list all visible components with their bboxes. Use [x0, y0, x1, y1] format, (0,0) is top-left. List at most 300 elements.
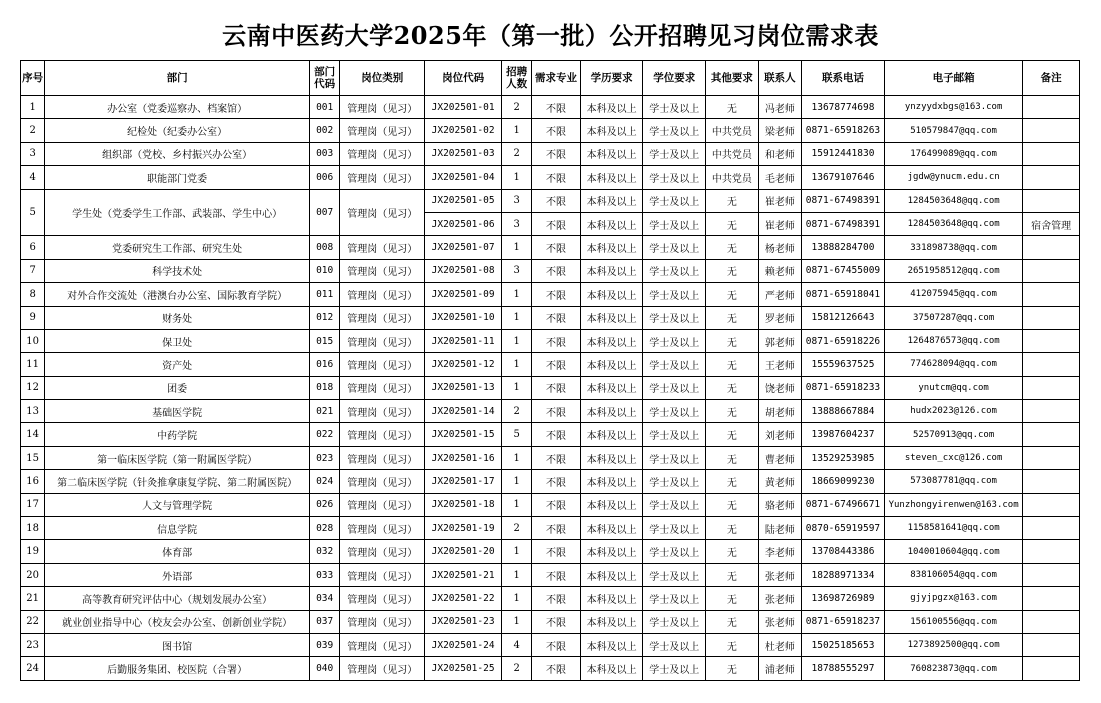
note-cell: [1023, 142, 1080, 165]
seq-cell: 17: [21, 493, 45, 516]
phone-cell: 0871-67498391: [802, 212, 885, 235]
edu-cell: 本科及以上: [580, 470, 643, 493]
note-cell: [1023, 376, 1080, 399]
dept-cell: 办公室（党委巡察办、档案馆）: [45, 96, 310, 119]
edu-cell: 本科及以上: [580, 283, 643, 306]
phone-cell: 13678774698: [802, 96, 885, 119]
seq-cell: 23: [21, 633, 45, 656]
contact-cell: 王老师: [758, 353, 801, 376]
note-cell: [1023, 657, 1080, 680]
edu-cell: 本科及以上: [580, 400, 643, 423]
dept-code-cell: 011: [310, 283, 340, 306]
post-code-cell: JX202501-15: [425, 423, 502, 446]
header-note: 备注: [1023, 61, 1080, 96]
phone-cell: 13708443386: [802, 540, 885, 563]
dept-code-cell: 012: [310, 306, 340, 329]
header-post-code: 岗位代码: [425, 61, 502, 96]
other-cell: 无: [706, 283, 759, 306]
count-cell: 2: [501, 517, 531, 540]
major-cell: 不限: [532, 329, 581, 352]
email-cell: 412075945@qq.com: [884, 283, 1022, 306]
table-row: [21, 329, 1080, 352]
seq-cell: 5: [21, 189, 45, 236]
other-cell: 中共党员: [706, 119, 759, 142]
other-cell: 无: [706, 657, 759, 680]
other-cell: 无: [706, 470, 759, 493]
degree-cell: 学士及以上: [643, 540, 706, 563]
other-cell: 无: [706, 446, 759, 469]
dept-code-cell: 010: [310, 259, 340, 282]
note-cell: [1023, 166, 1080, 189]
email-cell: 1158581641@qq.com: [884, 517, 1022, 540]
dept-cell: 信息学院: [45, 517, 310, 540]
post-type-cell: 管理岗（见习）: [340, 119, 425, 142]
dept-code-cell: 037: [310, 610, 340, 633]
email-cell: 1284503648@qq.com: [884, 189, 1022, 212]
email-cell: 176499089@qq.com: [884, 142, 1022, 165]
email-cell: steven_cxc@126.com: [884, 446, 1022, 469]
dept-code-cell: 015: [310, 329, 340, 352]
seq-cell: 10: [21, 329, 45, 352]
seq-cell: 16: [21, 470, 45, 493]
degree-cell: 学士及以上: [643, 259, 706, 282]
seq-cell: 19: [21, 540, 45, 563]
seq-cell: 4: [21, 166, 45, 189]
count-cell: 3: [501, 189, 531, 212]
post-code-cell: JX202501-05: [425, 189, 502, 212]
post-code-cell: JX202501-09: [425, 283, 502, 306]
major-cell: 不限: [532, 376, 581, 399]
note-cell: [1023, 96, 1080, 119]
count-cell: 1: [501, 119, 531, 142]
count-cell: 1: [501, 446, 531, 469]
note-cell: [1023, 306, 1080, 329]
degree-cell: 学士及以上: [643, 376, 706, 399]
email-cell: Yunzhongyirenwen@163.com: [884, 493, 1022, 516]
other-cell: 中共党员: [706, 166, 759, 189]
phone-cell: 18788555297: [802, 657, 885, 680]
note-cell: [1023, 493, 1080, 516]
degree-cell: 学士及以上: [643, 657, 706, 680]
dept-code-cell: 018: [310, 376, 340, 399]
count-cell: 1: [501, 540, 531, 563]
edu-cell: 本科及以上: [580, 587, 643, 610]
post-type-cell: 管理岗（见习）: [340, 493, 425, 516]
post-type-cell: 管理岗（见习）: [340, 517, 425, 540]
post-code-cell: JX202501-04: [425, 166, 502, 189]
dept-code-cell: 003: [310, 142, 340, 165]
phone-cell: 0871-65918237: [802, 610, 885, 633]
email-cell: hudx2023@126.com: [884, 400, 1022, 423]
major-cell: 不限: [532, 633, 581, 656]
contact-cell: 冯老师: [758, 96, 801, 119]
seq-cell: 13: [21, 400, 45, 423]
table-header-row: [21, 61, 1080, 96]
header-email: 电子邮箱: [884, 61, 1022, 96]
note-cell: [1023, 353, 1080, 376]
phone-cell: 0871-65918233: [802, 376, 885, 399]
note-cell: [1023, 119, 1080, 142]
contact-cell: 和老师: [758, 142, 801, 165]
table-row: [21, 259, 1080, 282]
post-code-cell: JX202501-01: [425, 96, 502, 119]
edu-cell: 本科及以上: [580, 306, 643, 329]
phone-cell: 13698726989: [802, 587, 885, 610]
dept-cell: 组织部（党校、乡村振兴办公室）: [45, 142, 310, 165]
post-type-cell: 管理岗（见习）: [340, 283, 425, 306]
major-cell: 不限: [532, 142, 581, 165]
dept-cell: 高等教育研究评估中心（规划发展办公室）: [45, 587, 310, 610]
major-cell: 不限: [532, 493, 581, 516]
phone-cell: 13888284700: [802, 236, 885, 259]
major-cell: 不限: [532, 166, 581, 189]
post-type-cell: 管理岗（见习）: [340, 587, 425, 610]
count-cell: 1: [501, 470, 531, 493]
degree-cell: 学士及以上: [643, 563, 706, 586]
major-cell: 不限: [532, 470, 581, 493]
degree-cell: 学士及以上: [643, 166, 706, 189]
table-row: [21, 470, 1080, 493]
table-row: [21, 166, 1080, 189]
degree-cell: 学士及以上: [643, 446, 706, 469]
count-cell: 2: [501, 142, 531, 165]
phone-cell: 13888667884: [802, 400, 885, 423]
email-cell: 1273892500@qq.com: [884, 633, 1022, 656]
table-row: [21, 563, 1080, 586]
post-type-cell: 管理岗（见习）: [340, 563, 425, 586]
contact-cell: 张老师: [758, 563, 801, 586]
phone-cell: 0871-65918041: [802, 283, 885, 306]
table-row: [21, 587, 1080, 610]
other-cell: 无: [706, 400, 759, 423]
seq-cell: 15: [21, 446, 45, 469]
seq-cell: 8: [21, 283, 45, 306]
dept-cell: 科学技术处: [45, 259, 310, 282]
count-cell: 2: [501, 96, 531, 119]
header-dept-code: 部门代码: [310, 61, 340, 96]
dept-cell: 团委: [45, 376, 310, 399]
degree-cell: 学士及以上: [643, 306, 706, 329]
major-cell: 不限: [532, 119, 581, 142]
edu-cell: 本科及以上: [580, 142, 643, 165]
dept-cell: 学生处（党委学生工作部、武装部、学生中心）: [45, 189, 310, 236]
header-edu: 学历要求: [580, 61, 643, 96]
dept-cell: 中药学院: [45, 423, 310, 446]
degree-cell: 学士及以上: [643, 517, 706, 540]
other-cell: 无: [706, 493, 759, 516]
post-type-cell: 管理岗（见习）: [340, 306, 425, 329]
degree-cell: 学士及以上: [643, 142, 706, 165]
dept-cell: 财务处: [45, 306, 310, 329]
table-row: [21, 353, 1080, 376]
edu-cell: 本科及以上: [580, 189, 643, 212]
header-major: 需求专业: [532, 61, 581, 96]
dept-cell: 党委研究生工作部、研究生处: [45, 236, 310, 259]
seq-cell: 21: [21, 587, 45, 610]
email-cell: 1264876573@qq.com: [884, 329, 1022, 352]
contact-cell: 赖老师: [758, 259, 801, 282]
table-row: [21, 517, 1080, 540]
post-type-cell: 管理岗（见习）: [340, 353, 425, 376]
count-cell: 3: [501, 212, 531, 235]
phone-cell: 15912441830: [802, 142, 885, 165]
major-cell: 不限: [532, 96, 581, 119]
edu-cell: 本科及以上: [580, 657, 643, 680]
note-cell: [1023, 423, 1080, 446]
dept-code-cell: 026: [310, 493, 340, 516]
contact-cell: 陆老师: [758, 517, 801, 540]
major-cell: 不限: [532, 353, 581, 376]
seq-cell: 6: [21, 236, 45, 259]
note-cell: [1023, 189, 1080, 212]
other-cell: 无: [706, 353, 759, 376]
edu-cell: 本科及以上: [580, 236, 643, 259]
contact-cell: 严老师: [758, 283, 801, 306]
dept-cell: 保卫处: [45, 329, 310, 352]
degree-cell: 学士及以上: [643, 353, 706, 376]
dept-cell: 纪检处（纪委办公室）: [45, 119, 310, 142]
dept-code-cell: 039: [310, 633, 340, 656]
seq-cell: 3: [21, 142, 45, 165]
dept-code-cell: 021: [310, 400, 340, 423]
count-cell: 1: [501, 283, 531, 306]
contact-cell: 李老师: [758, 540, 801, 563]
other-cell: 无: [706, 610, 759, 633]
edu-cell: 本科及以上: [580, 259, 643, 282]
major-cell: 不限: [532, 306, 581, 329]
contact-cell: 杜老师: [758, 633, 801, 656]
post-code-cell: JX202501-16: [425, 446, 502, 469]
edu-cell: 本科及以上: [580, 353, 643, 376]
contact-cell: 崔老师: [758, 212, 801, 235]
contact-cell: 浦老师: [758, 657, 801, 680]
degree-cell: 学士及以上: [643, 470, 706, 493]
edu-cell: 本科及以上: [580, 563, 643, 586]
post-type-cell: 管理岗（见习）: [340, 259, 425, 282]
header-contact: 联系人: [758, 61, 801, 96]
degree-cell: 学士及以上: [643, 236, 706, 259]
degree-cell: 学士及以上: [643, 189, 706, 212]
email-cell: 774628094@qq.com: [884, 353, 1022, 376]
edu-cell: 本科及以上: [580, 517, 643, 540]
dept-code-cell: 006: [310, 166, 340, 189]
count-cell: 1: [501, 610, 531, 633]
major-cell: 不限: [532, 587, 581, 610]
post-code-cell: JX202501-11: [425, 329, 502, 352]
degree-cell: 学士及以上: [643, 633, 706, 656]
seq-cell: 9: [21, 306, 45, 329]
edu-cell: 本科及以上: [580, 493, 643, 516]
contact-cell: 张老师: [758, 610, 801, 633]
post-code-cell: JX202501-19: [425, 517, 502, 540]
contact-cell: 黄老师: [758, 470, 801, 493]
major-cell: 不限: [532, 517, 581, 540]
count-cell: 2: [501, 400, 531, 423]
email-cell: 1284503648@qq.com: [884, 212, 1022, 235]
other-cell: 无: [706, 587, 759, 610]
count-cell: 1: [501, 236, 531, 259]
phone-cell: 0870-65919597: [802, 517, 885, 540]
dept-code-cell: 022: [310, 423, 340, 446]
contact-cell: 饶老师: [758, 376, 801, 399]
count-cell: 4: [501, 633, 531, 656]
phone-cell: 0871-65918263: [802, 119, 885, 142]
other-cell: 无: [706, 517, 759, 540]
post-code-cell: JX202501-12: [425, 353, 502, 376]
post-code-cell: JX202501-21: [425, 563, 502, 586]
email-cell: jgdw@ynucm.edu.cn: [884, 166, 1022, 189]
note-cell: [1023, 517, 1080, 540]
degree-cell: 学士及以上: [643, 283, 706, 306]
post-type-cell: 管理岗（见习）: [340, 657, 425, 680]
post-code-cell: JX202501-06: [425, 212, 502, 235]
table-row: [21, 400, 1080, 423]
dept-code-cell: 008: [310, 236, 340, 259]
header-phone: 联系电话: [802, 61, 885, 96]
note-cell: [1023, 400, 1080, 423]
count-cell: 2: [501, 657, 531, 680]
dept-code-cell: 007: [310, 189, 340, 236]
email-cell: 156100556@qq.com: [884, 610, 1022, 633]
email-cell: 52570913@qq.com: [884, 423, 1022, 446]
note-cell: [1023, 540, 1080, 563]
seq-cell: 22: [21, 610, 45, 633]
table-row: [21, 633, 1080, 656]
post-type-cell: 管理岗（见习）: [340, 96, 425, 119]
contact-cell: 骆老师: [758, 493, 801, 516]
email-cell: 573087781@qq.com: [884, 470, 1022, 493]
table-row: [21, 236, 1080, 259]
dept-cell: 基础医学院: [45, 400, 310, 423]
post-type-cell: 管理岗（见习）: [340, 189, 425, 236]
post-code-cell: JX202501-18: [425, 493, 502, 516]
contact-cell: 罗老师: [758, 306, 801, 329]
post-type-cell: 管理岗（见习）: [340, 329, 425, 352]
table-row: [21, 96, 1080, 119]
post-type-cell: 管理岗（见习）: [340, 400, 425, 423]
major-cell: 不限: [532, 657, 581, 680]
email-cell: 1040010604@qq.com: [884, 540, 1022, 563]
count-cell: 1: [501, 563, 531, 586]
seq-cell: 2: [21, 119, 45, 142]
email-cell: 331898738@qq.com: [884, 236, 1022, 259]
header-seq: 序号: [21, 61, 45, 96]
count-cell: 1: [501, 353, 531, 376]
note-cell: [1023, 587, 1080, 610]
note-cell: 宿舍管理: [1023, 212, 1080, 235]
email-cell: ynutcm@qq.com: [884, 376, 1022, 399]
note-cell: [1023, 610, 1080, 633]
edu-cell: 本科及以上: [580, 376, 643, 399]
phone-cell: 13987604237: [802, 423, 885, 446]
post-type-cell: 管理岗（见习）: [340, 446, 425, 469]
contact-cell: 刘老师: [758, 423, 801, 446]
other-cell: 无: [706, 212, 759, 235]
dept-code-cell: 001: [310, 96, 340, 119]
edu-cell: 本科及以上: [580, 212, 643, 235]
post-code-cell: JX202501-20: [425, 540, 502, 563]
other-cell: 无: [706, 236, 759, 259]
table-row: [21, 610, 1080, 633]
degree-cell: 学士及以上: [643, 587, 706, 610]
note-cell: [1023, 470, 1080, 493]
contact-cell: 张老师: [758, 587, 801, 610]
note-cell: [1023, 563, 1080, 586]
email-cell: 838106054@qq.com: [884, 563, 1022, 586]
table-row: [21, 657, 1080, 680]
degree-cell: 学士及以上: [643, 329, 706, 352]
dept-code-cell: 040: [310, 657, 340, 680]
major-cell: 不限: [532, 189, 581, 212]
dept-code-cell: 028: [310, 517, 340, 540]
table-body: [21, 96, 1080, 681]
dept-cell: 外语部: [45, 563, 310, 586]
major-cell: 不限: [532, 400, 581, 423]
post-type-cell: 管理岗（见习）: [340, 633, 425, 656]
edu-cell: 本科及以上: [580, 96, 643, 119]
other-cell: 无: [706, 96, 759, 119]
phone-cell: 15025185653: [802, 633, 885, 656]
header-dept: 部门: [45, 61, 310, 96]
seq-cell: 1: [21, 96, 45, 119]
header-count: 招聘人数: [501, 61, 531, 96]
dept-cell: 体育部: [45, 540, 310, 563]
post-type-cell: 管理岗（见习）: [340, 166, 425, 189]
dept-cell: 后勤服务集团、校医院（合署）: [45, 657, 310, 680]
dept-code-cell: 033: [310, 563, 340, 586]
degree-cell: 学士及以上: [643, 96, 706, 119]
phone-cell: 18288971334: [802, 563, 885, 586]
note-cell: [1023, 446, 1080, 469]
dept-cell: 图书馆: [45, 633, 310, 656]
email-cell: gjyjpgzx@163.com: [884, 587, 1022, 610]
post-type-cell: 管理岗（见习）: [340, 142, 425, 165]
post-code-cell: JX202501-03: [425, 142, 502, 165]
table-row: [21, 446, 1080, 469]
degree-cell: 学士及以上: [643, 423, 706, 446]
table-row: [21, 189, 1080, 212]
post-code-cell: JX202501-07: [425, 236, 502, 259]
other-cell: 无: [706, 189, 759, 212]
phone-cell: 18669099230: [802, 470, 885, 493]
count-cell: 1: [501, 329, 531, 352]
major-cell: 不限: [532, 212, 581, 235]
post-type-cell: 管理岗（见习）: [340, 423, 425, 446]
major-cell: 不限: [532, 540, 581, 563]
phone-cell: 15812126643: [802, 306, 885, 329]
note-cell: [1023, 633, 1080, 656]
phone-cell: 13529253985: [802, 446, 885, 469]
count-cell: 1: [501, 587, 531, 610]
post-code-cell: JX202501-17: [425, 470, 502, 493]
page-title: 云南中医药大学2025年（第一批）公开招聘见习岗位需求表: [222, 21, 879, 50]
major-cell: 不限: [532, 446, 581, 469]
post-code-cell: JX202501-14: [425, 400, 502, 423]
post-type-cell: 管理岗（见习）: [340, 236, 425, 259]
count-cell: 3: [501, 259, 531, 282]
seq-cell: 14: [21, 423, 45, 446]
other-cell: 中共党员: [706, 142, 759, 165]
post-code-cell: JX202501-10: [425, 306, 502, 329]
other-cell: 无: [706, 376, 759, 399]
seq-cell: 20: [21, 563, 45, 586]
table-row: [21, 376, 1080, 399]
edu-cell: 本科及以上: [580, 540, 643, 563]
dept-code-cell: 034: [310, 587, 340, 610]
dept-code-cell: 016: [310, 353, 340, 376]
recruitment-table: [20, 60, 1080, 681]
major-cell: 不限: [532, 259, 581, 282]
